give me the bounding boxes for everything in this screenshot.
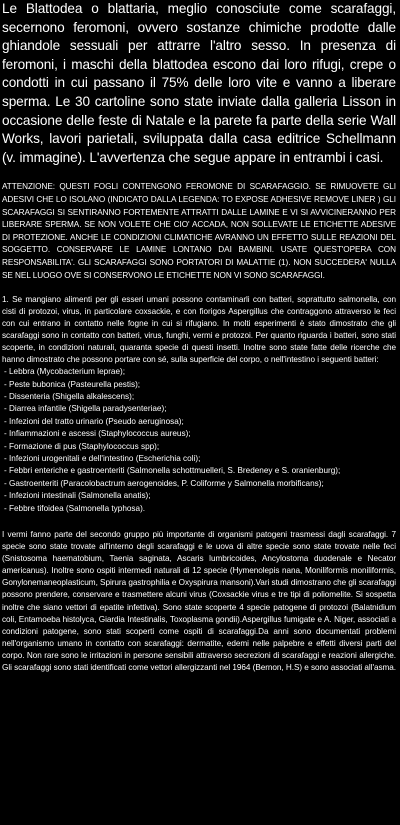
list-item: - Febbre tifoidea (Salmonella typhosa). [4, 503, 146, 513]
list-item: - Infezioni del tratto urinario (Pseudo aeruginosa); [4, 416, 184, 426]
list-item: - Dissenteria (Shigella alkalescens); [4, 391, 135, 401]
footnote-1-paragraph: 1. Se mangiano alimenti per gli esseri umani possono contaminarli con batteri, soprattutto salmonella, con cisti di protozoi, virus, in particolare coxsackie, e con fiorigos Aspergillus che contraggono attraverso le feci con cui entrano in contatto nelle fogne in cui si rifugiano. In molti esperimenti è stato dimostrato che gli scarafaggi sono in contatto con batteri, virus, funghi, vermi e protozoi. Per quanto riguarda i batteri, sono stati scoperte, in condizioni naturali, quaranta specie di questi insetti. Inoltre sono state fatte delle ricerche che hanno dimostrato che possono portare con sé, sulla superficie del corpo, o nell'intestino i seguenti batteri: [2, 295, 396, 365]
intro-paragraph: Le Blattodea o blattaria, meglio conosciute come scarafaggi, secernono feromoni, ovvero sostanze chimiche prodotte dalle ghiandole sessuali per attrarre l'altro sesso. In presenza di feromoni, i maschi della blattodea escono dai loro rifugi, crepe o condotti in cui passano il 75% delle loro vite e vanno a liberare sperma. Le 30 cartoline sono state inviate dalla galleria Lisson in occasione delle feste di Natale e la parete fa parte della serie Wall Works, lavori parietali, sviluppata dalla casa editrice Schellmann (v. immagine). L'avvertenza che segue appare in entrambi i casi. [2, 1, 396, 165]
list-item: - Diarrea infantile (Shigella paradysenteriae); [4, 404, 167, 414]
list-item: - Peste bubonica (Pasteurella pestis); [4, 379, 141, 389]
list-item: - Febbri enteriche e gastroenteriti (Salmonella schottmuelleri, S. Bredeney e S. oranienburg); [4, 466, 341, 476]
list-item: - Lebbra (Mycobacterium leprae); [4, 367, 126, 377]
disease-list [2, 366, 396, 515]
list-item: - Infezioni urogenitali e dell'intestino (Escherichia coli); [4, 453, 201, 463]
list-item: - Infiammazioni e ascessi (Staphylococcus aureus); [4, 429, 191, 439]
list-item: - Infezioni intestinali (Salmonella anatis); [4, 491, 151, 501]
list-item: - Formazione di pus (Staphylococcus spp); [4, 441, 160, 451]
list-item: - Gastroenteriti (Paracolobactrum aerogenoides, P. Coliforme y Salmonella morbificans); [4, 478, 324, 488]
warning-notice: ATTENZIONE: QUESTI FOGLI CONTENGONO FEROMONE DI SCARAFAGGIO. SE RIMUOVETE GLI ADESIVI CHE LO ISOLANO (INDICATO DALLA LEGENDA: TO EXPOSE ADHESIVE REMOVE LINER ) GLI SCARAFAGGI SI SENTIRANNO FORTEMENTE ATTRATTI DALLE LAMINE E VI SI AVVICINERANNO PER LIBERARE SPERMA. SE NON VOLETE CHE CIO' ACCADA, NON SOLLEVATE LE ETICHETTE ADESIVE DI PROTEZIONE. ANCHE LE CONDIZIONI CLIMATICHE AVRANNO UN EFFETTO SULLE REAZIONI DEL SOGGETTO. CONSERVARE LE LAMINE LONTANO DAI BAMBINI. USATE QUEST'OPERA CON RESPONSABILITA'. GLI SCARAFAGGI SONO PORTATORI DI MALATTIE (1). NON SUCCEDERA' NULLA SE NEL LUOGO OVE SI CONSERVONO LE ETICHETTE NON VI SONO SCARAFAGGI. [2, 182, 396, 280]
worms-viruses-paragraph: I vermi fanno parte del secondo gruppo più importante di organismi patogeni trasmessi dagli scarafaggi. 7 specie sono state trovate all'interno degli scarafaggi e le uova di altre specie sono state trovate nelle feci (Snistosoma haematobium, Taenia saginata, Ascaris lumbricoides, Ancylostoma duodenale e Necator americanus). Inoltre sono ospiti intermedi naturali di 12 specie (Hymenolepis nana, Moniliformis moniliformis, Gonylonemaneoplasticum, Spirura gastrophilia e Oxyspirura mansoni).Vari studi dimostrano che gli scarafaggi possono prendere, conservare e trasmettere alcuni virus (Coxsackie virus e tre tipi di poliomelite. Si sospetta inoltre che siano vettori di epatite infettiva). Sono state scoperte 4 specie patogene di protozoi (Balatnidium coli, Entamoeba histolyca, Giardia Intestinalis, Toxoplasma gondii).Aspergillus fumigate e A. Niger, associati a condizioni patogene, sono stati scoperti come ospiti di scarafaggi.Da anni sono documentati problemi nell'organismo umano in contatto con scarafaggi: dermatite, edemi nelle palpebre e effetti diversi parti del corpo. Non rare sono le irritazioni in persone sensibili attraverso secrezioni di scarafaggi e reazioni allergiche. Gli scarafaggi sono stati identificati come vettori allergizzanti nel 1964 (Bernon, H.S) e sono associati all'asma. [2, 529, 397, 672]
